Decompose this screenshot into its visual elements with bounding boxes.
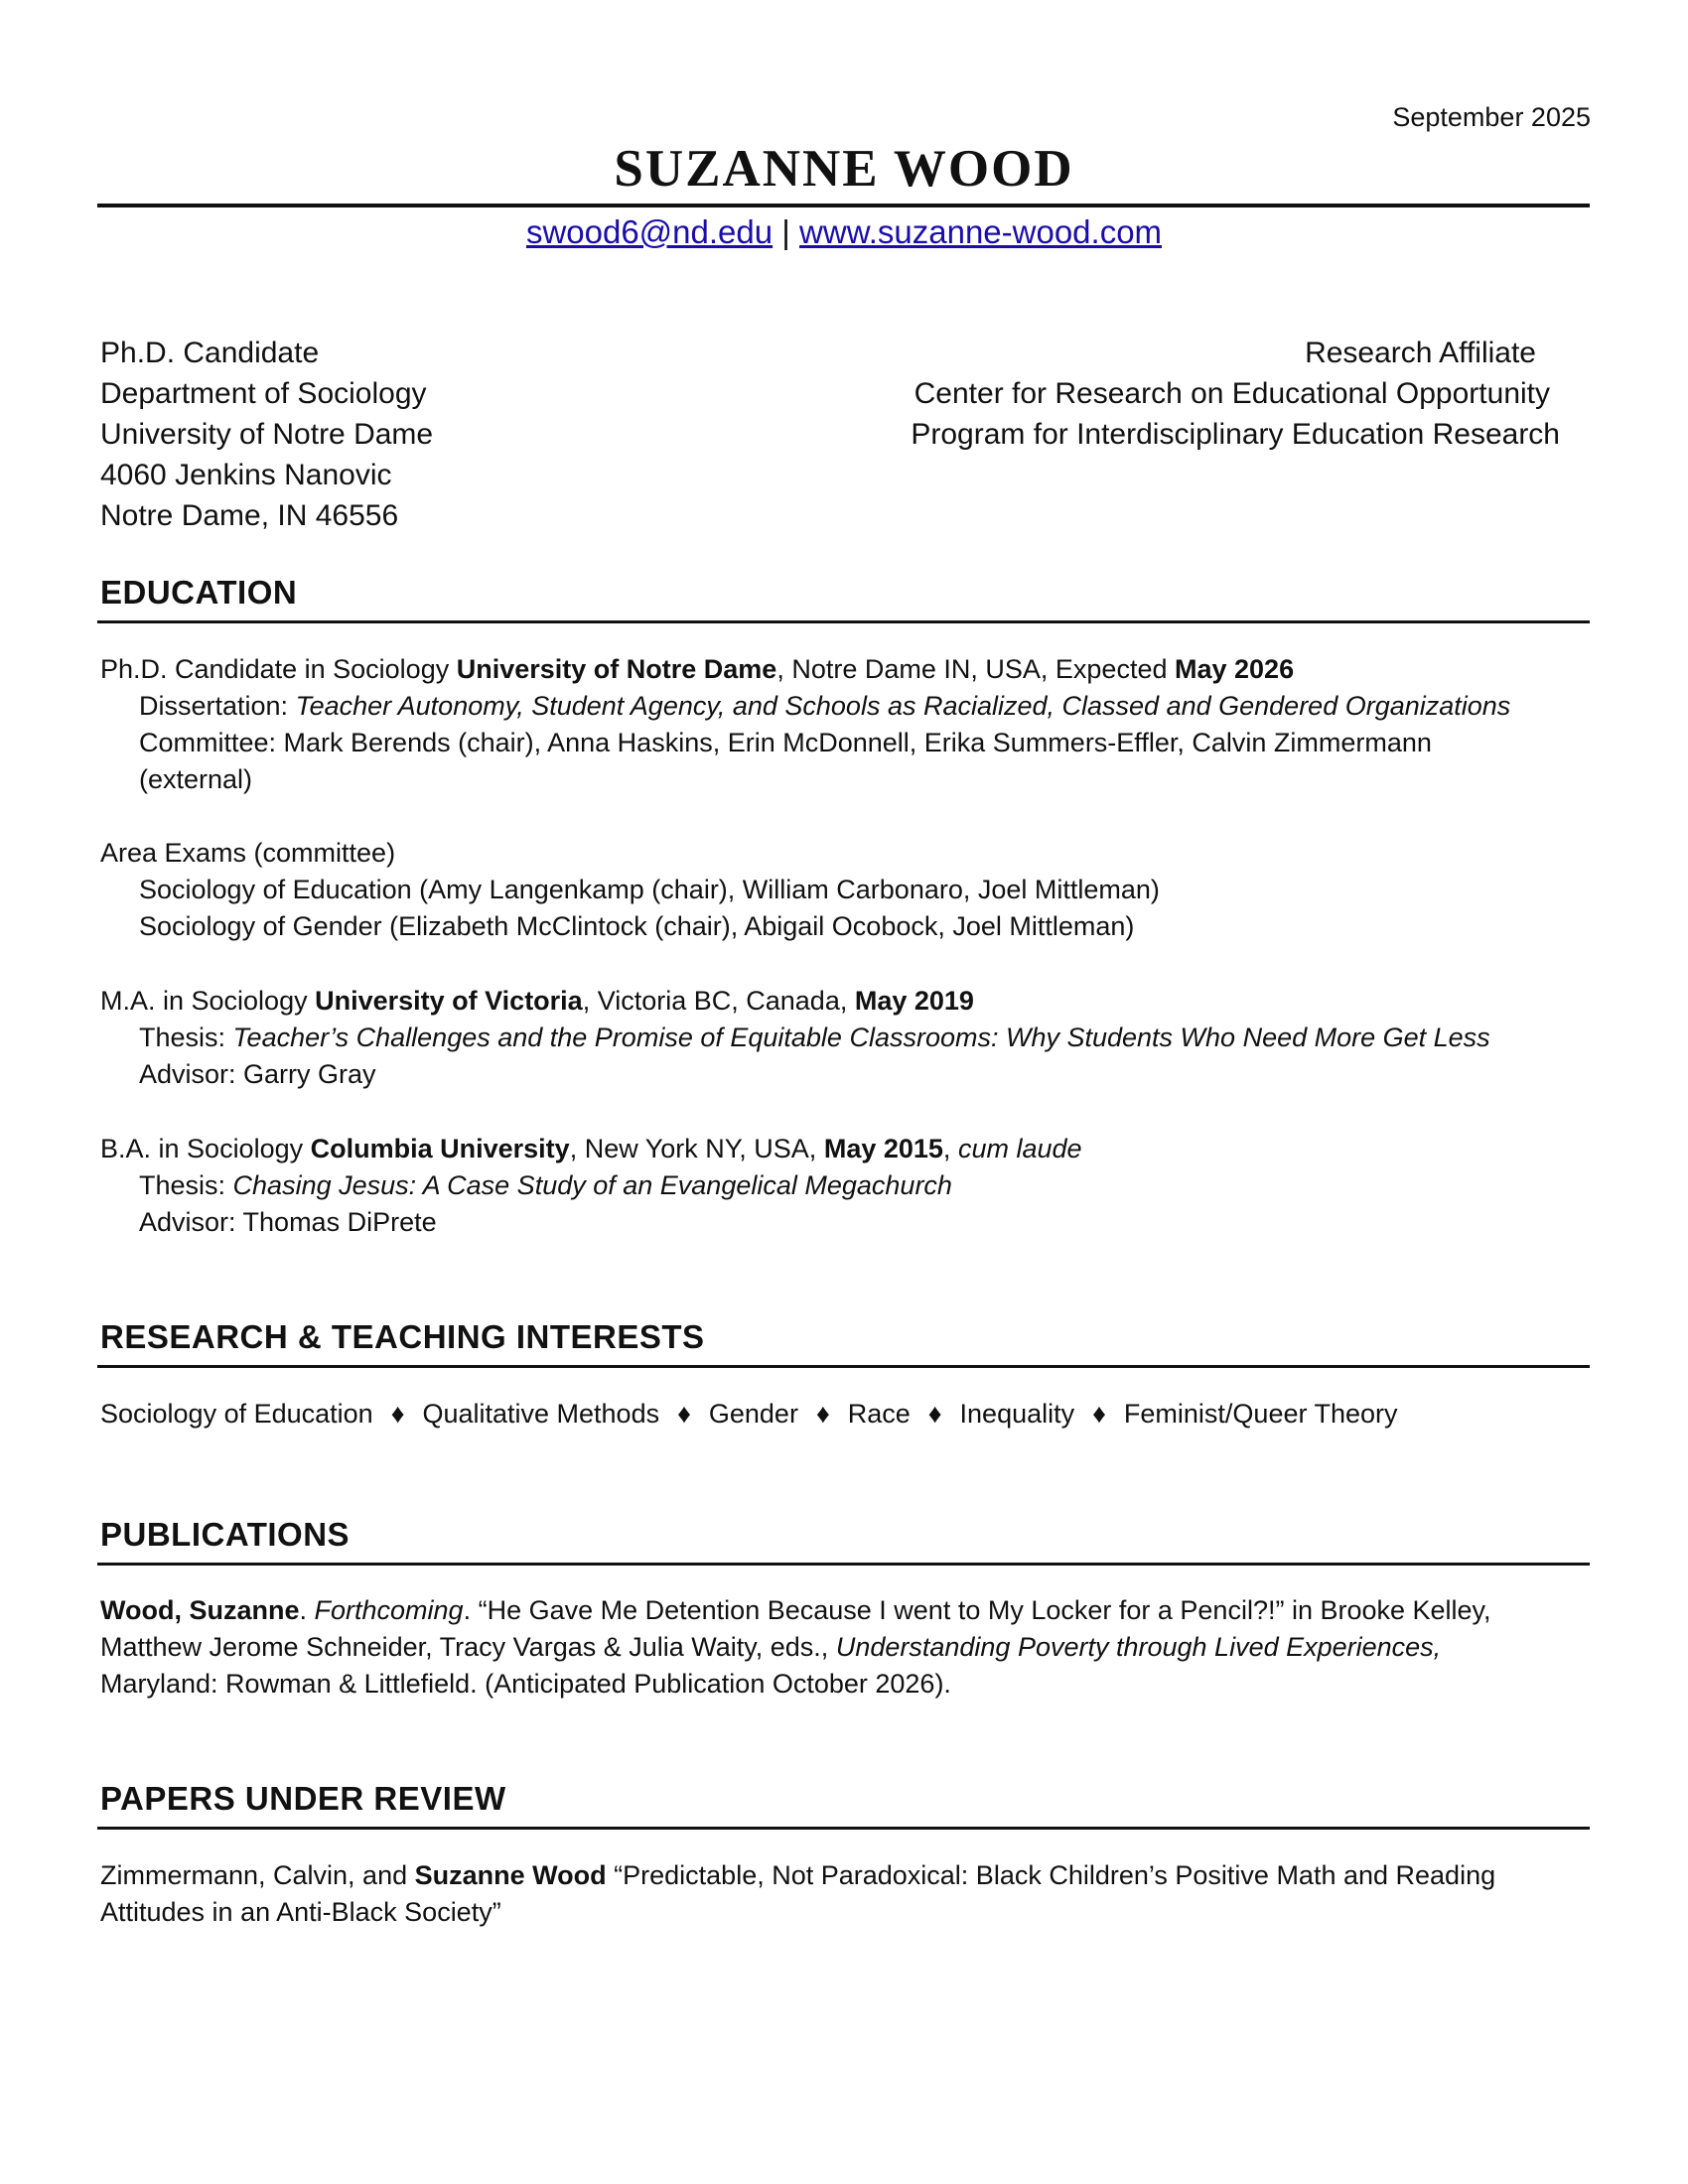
ba-entry (100, 1131, 1590, 1241)
header-rule (97, 204, 1590, 207)
committee-line: Committee: Mark Berends (chair), Anna Haskins, Erin McDonnell, Erika Summers-Effler, Calvin Zimmermann (139, 728, 1432, 757)
ma-degree: M.A. in Sociology (100, 986, 308, 1016)
ma-school: University of Victoria (315, 986, 583, 1016)
dissertation-label: Dissertation: (139, 691, 289, 721)
cv-date: September 2025 (1392, 102, 1591, 132)
diamond-icon: ♦ (927, 1399, 942, 1429)
diamond-icon: ♦ (677, 1399, 691, 1429)
exam-line: Sociology of Gender (Elizabeth McClintock (chair), Abigail Ocobock, Joel Mittleman) (139, 911, 1135, 941)
review-line (100, 1857, 1590, 1894)
phd-degree: Ph.D. Candidate in Sociology (100, 654, 450, 684)
ba-location: , New York NY, USA, (569, 1134, 817, 1163)
diamond-icon: ♦ (815, 1399, 830, 1429)
contact-separator: | (781, 213, 790, 250)
address-line: University of Notre Dame (100, 418, 434, 451)
email-link[interactable]: swood6@nd.edu (525, 213, 774, 250)
affiliation-line: Center for Research on Educational Opportunity (914, 377, 1550, 410)
exams-label: Area Exams (committee) (100, 838, 396, 868)
website-link[interactable]: www.suzanne-wood.com (799, 213, 1163, 250)
ba-date: May 2015 (823, 1134, 943, 1163)
ba-school: Columbia University (310, 1134, 570, 1163)
ma-advisor: Advisor: Garry Gray (139, 1059, 376, 1089)
ma-entry (100, 983, 1590, 1093)
publication-title: . “He Gave Me Detention Because I went to My Locker for a Pencil?!” in Brooke Kelley, (463, 1595, 1491, 1625)
review-author-bold: Suzanne Wood (414, 1860, 607, 1890)
ba-advisor: Advisor: Thomas DiPrete (139, 1207, 437, 1237)
interests-heading: RESEARCH & TEACHING INTERESTS (100, 1318, 705, 1355)
publication-line: Maryland: Rowman & Littlefield. (Anticipated Publication October 2026). (100, 1669, 951, 1699)
dissertation-line (100, 688, 1590, 725)
phd-date: May 2026 (1175, 654, 1295, 684)
ma-thesis-title: Teacher’s Challenges and the Promise of Equitable Classrooms: Why Students Who Need More Get Less (232, 1023, 1490, 1052)
review-line-cont: Attitudes in an Anti-Black Society” (100, 1897, 501, 1927)
diamond-icon: ♦ (390, 1399, 405, 1429)
publication-author: Wood, Suzanne (100, 1595, 300, 1625)
education-rule (97, 620, 1590, 623)
interest-item: Gender (708, 1399, 798, 1429)
affiliation-line: Research Affiliate (1305, 337, 1536, 369)
publication-status: Forthcoming (314, 1595, 464, 1625)
ba-degree: B.A. in Sociology (100, 1134, 304, 1163)
phd-location: , Notre Dame IN, USA, Expected (776, 654, 1168, 684)
interest-item: Qualitative Methods (422, 1399, 660, 1429)
interests-list (100, 1399, 1398, 1430)
ma-thesis-label: Thesis: (139, 1023, 226, 1052)
address-right (892, 333, 1560, 455)
phd-school: University of Notre Dame (456, 654, 777, 684)
address-line: Notre Dame, IN 46556 (100, 499, 399, 532)
affiliation-line: Program for Interdisciplinary Education Research (911, 418, 1560, 451)
cv-name: SUZANNE WOOD (614, 140, 1074, 198)
education-heading: EDUCATION (100, 574, 298, 611)
address-line: 4060 Jenkins Nanovic (100, 459, 392, 491)
review-title: “Predictable, Not Paradoxical: Black Children’s Positive Math and Reading (614, 1860, 1496, 1890)
interest-item: Inequality (959, 1399, 1075, 1429)
publication-editors: Matthew Jerome Schneider, Tracy Vargas & Julia Waity, eds., (100, 1632, 829, 1662)
ma-date: May 2019 (854, 986, 974, 1016)
address-line: Ph.D. Candidate (100, 337, 320, 369)
ba-line: B.A. in Sociology Columbia University, New York NY, USA, May 2015, cum laude (100, 1134, 1082, 1163)
publication-line: Wood, Suzanne. Forthcoming. “He Gave Me Detention Because I went to My Locker for a Pencil?!” in Brooke Kelley, (100, 1595, 1491, 1625)
interest-item: Feminist/Queer Theory (1123, 1399, 1398, 1429)
exams-entry (100, 835, 1590, 945)
address-left (100, 333, 433, 536)
ma-location: , Victoria BC, Canada, (582, 986, 848, 1016)
review-heading: PAPERS UNDER REVIEW (100, 1780, 506, 1817)
ba-thesis-label: Thesis: (139, 1170, 226, 1200)
diamond-icon: ♦ (1092, 1399, 1106, 1429)
phd-entry (100, 651, 1590, 798)
ma-line (100, 983, 1590, 1020)
interest-item: Race (847, 1399, 911, 1429)
review-rule (97, 1827, 1590, 1830)
publication-book: Understanding Poverty through Lived Experiences, (835, 1632, 1442, 1662)
contact-line (0, 213, 1688, 251)
ma-thesis-line (100, 1020, 1590, 1056)
address-line: Department of Sociology (100, 377, 427, 410)
ba-thesis-title: Chasing Jesus: A Case Study of an Evangelical Megachurch (232, 1170, 952, 1200)
interests-rule (97, 1365, 1590, 1368)
publication-line (100, 1629, 1590, 1666)
ba-honors: cum laude (957, 1134, 1082, 1163)
publication-entry (100, 1592, 1590, 1703)
committee-line-cont: (external) (139, 764, 253, 794)
review-entry (100, 1857, 1590, 1931)
ba-thesis-line (100, 1167, 1590, 1204)
phd-line (100, 651, 1590, 688)
publications-heading: PUBLICATIONS (100, 1516, 351, 1553)
publications-rule (97, 1563, 1590, 1566)
exam-line: Sociology of Education (Amy Langenkamp (chair), William Carbonaro, Joel Mittleman) (139, 875, 1160, 904)
dissertation-title: Teacher Autonomy, Student Agency, and Schools as Racialized, Classed and Gendered Organizations (295, 691, 1511, 721)
review-authors: Zimmermann, Calvin, and (100, 1860, 408, 1890)
interest-item: Sociology of Education (100, 1399, 373, 1429)
